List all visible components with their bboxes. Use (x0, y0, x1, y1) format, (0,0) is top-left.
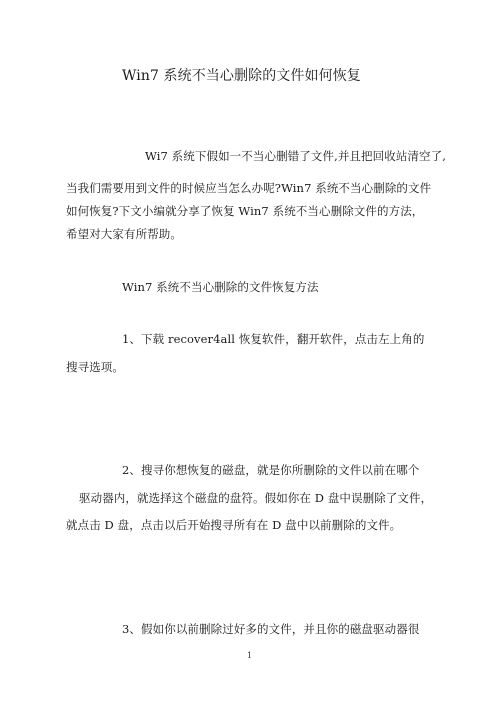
intro-line: 当我们需要用到文件的时候应当怎么办呢?Win7 系统不当心删除的文件 (66, 181, 432, 195)
step-line: 驱动器内，就选择这个磁盘的盘符。假如你在 D 盘中误删除了文件， (79, 491, 433, 505)
step-line: 搜寻选项。 (66, 360, 124, 374)
intro-line: 希望对大家有所帮助。 (66, 227, 182, 241)
document-title: Win7 系统不当心删除的文件如何恢复 (122, 68, 361, 84)
page-number: 1 (247, 651, 253, 660)
step-line: 1、下载 recover4all 恢复软件，翻开软件，点击左上角的 (122, 332, 425, 346)
intro-line: 如何恢复?下文小编就分享了恢复 Win7 系统不当心删除文件的方法， (66, 204, 424, 218)
step-line: 2、搜寻你想恢复的磁盘，就是你所删除的文件以前在哪个 (122, 463, 420, 477)
step-line: 3、假如你以前删除过好多的文件，并且你的磁盘驱动器很 (122, 622, 420, 636)
intro-line: Wi7 系统下假如一不当心删错了文件,并且把回收站清空了, (145, 149, 446, 163)
section-heading: Win7 系统不当心删除的文件恢复方法 (122, 280, 319, 294)
step-line: 就点击 D 盘，点击以后开始搜寻所有在 D 盘中以前删除的文件。 (66, 518, 402, 532)
